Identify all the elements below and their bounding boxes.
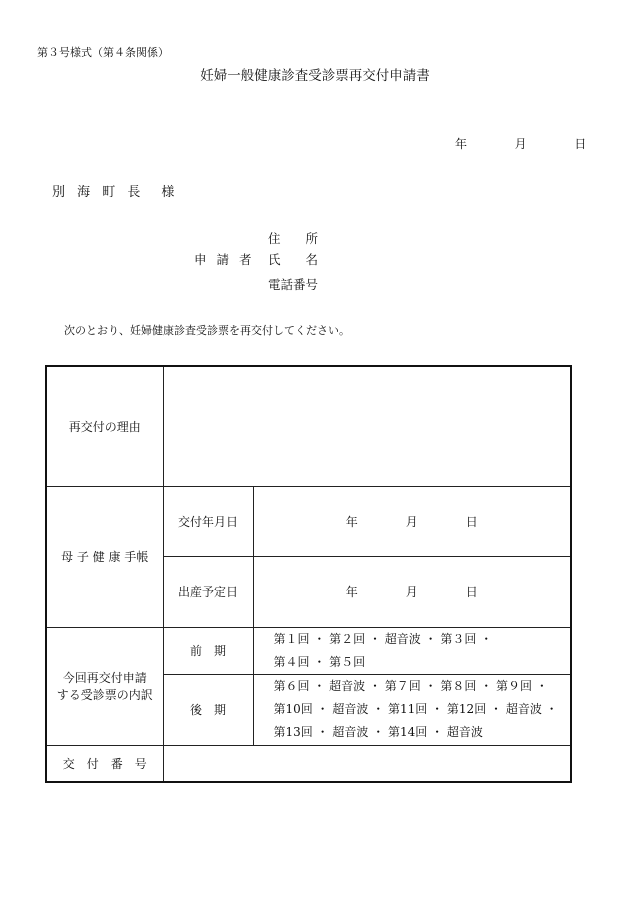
addressee: 別 海 町 長 様 (52, 185, 179, 200)
due-date-field[interactable]: 年 月 日 (253, 556, 571, 627)
second-period-checkups[interactable] (253, 674, 571, 745)
issue-number-label: 交 付 番 号 (46, 745, 163, 782)
document-title: 妊婦一般健康診査受診票再交付申請書 (200, 68, 430, 84)
checkup-line: 第１回 ・ 第２回 ・ 超音波 ・ 第３回 ・ (273, 631, 493, 646)
address-label: 住 所 (268, 231, 319, 246)
reason-label: 再交付の理由 (46, 366, 163, 486)
breakdown-label-line: する受診票の内訳 (56, 688, 153, 702)
date-month-label: 月 (514, 137, 527, 151)
date-day-label: 日 (574, 137, 587, 151)
name-label: 氏 名 (268, 252, 319, 267)
issue-date-field[interactable]: 年 月 日 (253, 486, 571, 556)
due-date-label: 出産予定日 (163, 556, 253, 627)
application-table (45, 365, 572, 783)
handbook-label: 母 子 健 康 手帳 (46, 486, 163, 627)
checkup-line: 第４回 ・ 第５回 (273, 654, 366, 669)
checkup-line: 第10回 ・ 超音波 ・ 第11回 ・ 第12回 ・ 超音波 ・ (273, 702, 558, 716)
reason-field[interactable] (163, 366, 571, 486)
issue-date-label: 交付年月日 (163, 486, 253, 556)
checkup-line: 第13回 ・ 超音波 ・ 第14回 ・ 超音波 (273, 725, 483, 739)
second-period-label: 後 期 (163, 674, 253, 745)
date-year-label: 年 (455, 137, 468, 151)
applicant-label: 申 請 者 (194, 252, 255, 267)
checkup-line: 第６回 ・ 超音波 ・ 第７回 ・ 第８回 ・ 第９回 ・ (273, 679, 548, 693)
first-period-label: 前 期 (163, 627, 253, 674)
request-text: 次のとおり、妊婦健康診査受診票を再交付してください。 (64, 324, 350, 337)
form-number: 第３号様式（第４条関係） (37, 46, 169, 59)
phone-label: 電話番号 (268, 277, 319, 292)
breakdown-label-line: 今回再交付申請 (62, 671, 147, 685)
breakdown-label (46, 627, 163, 745)
date-line (455, 135, 586, 152)
first-period-checkups[interactable] (253, 627, 571, 674)
issue-number-field[interactable] (163, 745, 571, 782)
